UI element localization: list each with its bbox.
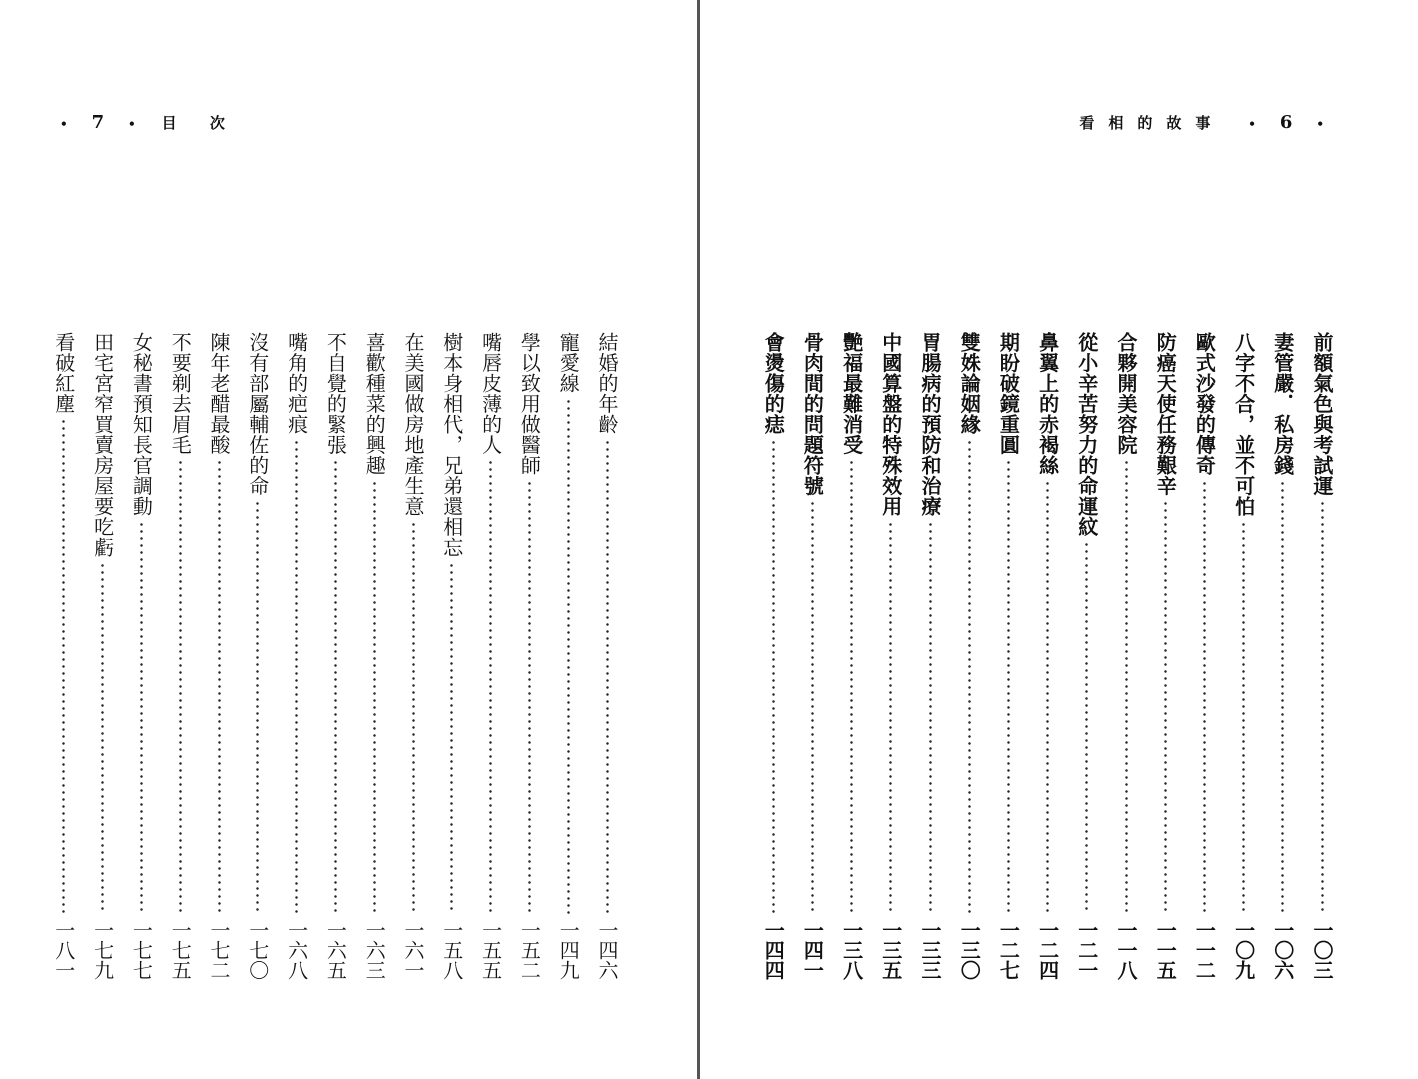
toc-entry xyxy=(399,332,427,992)
dot-leader xyxy=(373,480,376,915)
left-page-header xyxy=(60,112,255,133)
toc-entry-page-number: 一六一 xyxy=(401,920,425,980)
toc-entry-title: 不要剃去眉毛 xyxy=(168,332,193,455)
toc-entry-page-number: 一四一 xyxy=(800,920,825,980)
toc-entry xyxy=(1112,332,1140,992)
toc-entry-title: 歐式沙發的傳奇 xyxy=(1192,332,1217,476)
right-page xyxy=(702,0,1418,1079)
toc-entry xyxy=(283,332,311,992)
dot-leader xyxy=(1046,480,1049,915)
toc-entry xyxy=(515,332,543,992)
toc-entry-page-number: 一三五 xyxy=(878,920,903,980)
header-bullet: • xyxy=(128,117,138,131)
dot-leader xyxy=(1242,521,1245,915)
toc-entry xyxy=(477,332,505,992)
toc-entry xyxy=(166,332,194,992)
toc-entry-page-number: 一〇三 xyxy=(1310,920,1334,980)
dot-leader xyxy=(1007,459,1010,914)
toc-entry-page-number: 一七七 xyxy=(129,920,154,980)
toc-entry-title: 防癌天使任務艱辛 xyxy=(1153,332,1178,496)
dot-leader xyxy=(334,459,337,914)
toc-entry-page-number: 一一二 xyxy=(1192,920,1217,980)
toc-entry-title: 合夥開美容院 xyxy=(1114,332,1138,455)
toc-entry-title: 雙姝論姻緣 xyxy=(957,332,982,435)
dot-leader xyxy=(256,500,259,914)
toc-entry-title: 學以致用做醫師 xyxy=(517,332,542,476)
toc-entry xyxy=(955,332,983,992)
header-bullet: • xyxy=(60,117,70,131)
toc-entry-title: 寵愛線 xyxy=(556,332,581,394)
toc-entry xyxy=(205,332,233,992)
book-gutter xyxy=(697,0,700,1079)
dot-leader xyxy=(295,439,298,915)
toc-entry xyxy=(798,332,826,992)
dot-leader xyxy=(1164,500,1167,914)
toc-entry-title: 樹本身相代，兄弟還相忘 xyxy=(439,332,464,558)
toc-entry-page-number: 一二四 xyxy=(1035,920,1060,980)
toc-entry-title: 陳年老醋最酸 xyxy=(207,332,231,455)
toc-entry-page-number: 一二一 xyxy=(1074,920,1099,980)
toc-entry xyxy=(127,332,155,992)
dot-leader xyxy=(179,459,182,914)
toc-entry-page-number: 一七九 xyxy=(90,920,115,980)
toc-entry-page-number: 一五八 xyxy=(439,920,464,980)
toc-entry-title: 會燙傷的痣 xyxy=(761,332,786,435)
toc-entry xyxy=(1073,332,1101,992)
dot-leader xyxy=(62,418,65,914)
toc-entry-page-number: 一四四 xyxy=(761,920,786,980)
toc-entry-page-number: 一〇六 xyxy=(1270,920,1295,980)
toc-entry-page-number: 一三三 xyxy=(918,920,942,980)
toc-entry-title: 不自覺的緊張 xyxy=(323,332,348,455)
toc-entry xyxy=(50,332,78,992)
dot-leader xyxy=(889,521,892,915)
toc-entry xyxy=(554,332,582,992)
toc-entry xyxy=(89,332,117,992)
toc-entry-title: 艷福最難消受 xyxy=(839,332,864,455)
dot-leader xyxy=(811,500,814,914)
dot-leader xyxy=(1281,480,1284,915)
toc-entry-page-number: 一三八 xyxy=(839,920,864,980)
toc-entry-title: 嘴唇皮薄的人 xyxy=(478,332,503,455)
toc-entry xyxy=(1151,332,1179,992)
toc-entry xyxy=(759,332,787,992)
toc-entry-page-number: 一七二 xyxy=(207,920,231,980)
dot-leader xyxy=(1085,541,1088,914)
header-bullet: • xyxy=(1248,117,1258,131)
toc-entry xyxy=(1230,332,1258,992)
dot-leader xyxy=(450,562,453,915)
toc-entry-page-number: 一五二 xyxy=(517,920,542,980)
toc-entry-title: 田宅宮窄買賣房屋要吃虧 xyxy=(90,332,115,558)
toc-entry-page-number: 一六五 xyxy=(323,920,348,980)
dot-leader xyxy=(489,459,492,914)
dot-leader xyxy=(1203,480,1206,915)
toc-entry-title: 中國算盤的特殊效用 xyxy=(878,332,903,517)
toc-entry-title: 從小辛苦努力的命運紋 xyxy=(1074,332,1099,537)
toc-entry-page-number: 一四九 xyxy=(556,920,581,980)
toc-entry xyxy=(360,332,388,992)
toc-entry-page-number: 一一八 xyxy=(1114,920,1138,980)
toc-entry-title: 嘴角的疤痕 xyxy=(284,332,309,435)
toc-entry xyxy=(1269,332,1297,992)
toc-entry xyxy=(244,332,272,992)
toc-entry-title: 期盼破鏡重圓 xyxy=(996,332,1021,455)
right-page-header-title: 看相的故事 xyxy=(1079,114,1225,132)
toc-entry-page-number: 一〇九 xyxy=(1231,920,1256,980)
toc-entry xyxy=(877,332,905,992)
toc-entry-title: 在美國做房地產生意 xyxy=(401,332,425,517)
toc-entry-title: 骨肉間的問題符號 xyxy=(800,332,825,496)
dot-leader xyxy=(1125,459,1128,914)
toc-entry xyxy=(838,332,866,992)
toc-entry-title: 鼻翼上的赤褐絲 xyxy=(1035,332,1060,476)
toc-entry-page-number: 一五五 xyxy=(478,920,503,980)
right-page-header xyxy=(1063,112,1326,133)
dot-leader xyxy=(606,439,609,915)
dot-leader xyxy=(772,439,775,915)
toc-entry-page-number: 一二七 xyxy=(996,920,1021,980)
dot-leader xyxy=(929,521,932,915)
toc-entry-title: 結婚的年齡 xyxy=(595,332,619,435)
toc-entry xyxy=(1190,332,1218,992)
toc-entry-page-number: 一六三 xyxy=(362,920,387,980)
toc-entry-title: 喜歡種菜的興趣 xyxy=(362,332,387,476)
left-page-number: 7 xyxy=(91,112,107,133)
dot-leader xyxy=(101,562,104,915)
dot-leader xyxy=(528,480,531,915)
toc-entry-page-number: 一三〇 xyxy=(957,920,982,980)
toc-entry xyxy=(916,332,944,992)
toc-entry-title: 妻管嚴．私房錢 xyxy=(1270,332,1295,476)
left-page-header-title: 目 次 xyxy=(161,114,239,132)
toc-entry xyxy=(438,332,466,992)
left-page xyxy=(0,0,699,1079)
toc-entry-title: 沒有部屬輔佐的命 xyxy=(245,332,270,496)
dot-leader xyxy=(567,398,570,915)
toc-entry-title: 女秘書預知長官調動 xyxy=(129,332,154,517)
toc-entry-title: 胃腸病的預防和治療 xyxy=(918,332,942,517)
toc-entry-page-number: 一八一 xyxy=(51,920,76,980)
right-page-number: 6 xyxy=(1279,112,1295,133)
toc-entry xyxy=(994,332,1022,992)
dot-leader xyxy=(218,459,221,914)
header-bullet: • xyxy=(1316,117,1326,131)
dot-leader xyxy=(968,439,971,915)
toc-entry-page-number: 一一五 xyxy=(1153,920,1178,980)
toc-entry xyxy=(1308,332,1336,992)
toc-entry xyxy=(1034,332,1062,992)
toc-entry xyxy=(593,332,621,992)
dot-leader xyxy=(140,521,143,915)
toc-entry-title: 看破紅塵 xyxy=(51,332,76,414)
toc-entry xyxy=(321,332,349,992)
dot-leader xyxy=(1321,500,1324,914)
dot-leader xyxy=(850,459,853,914)
dot-leader xyxy=(412,521,415,915)
toc-entry-title: 八字不合，並不可怕 xyxy=(1231,332,1256,517)
toc-entry-page-number: 一七五 xyxy=(168,920,193,980)
toc-entry-page-number: 一四六 xyxy=(595,920,619,980)
toc-entry-page-number: 一七〇 xyxy=(245,920,270,980)
toc-entry-title: 前額氣色與考試運 xyxy=(1310,332,1334,496)
toc-entry-page-number: 一六八 xyxy=(284,920,309,980)
